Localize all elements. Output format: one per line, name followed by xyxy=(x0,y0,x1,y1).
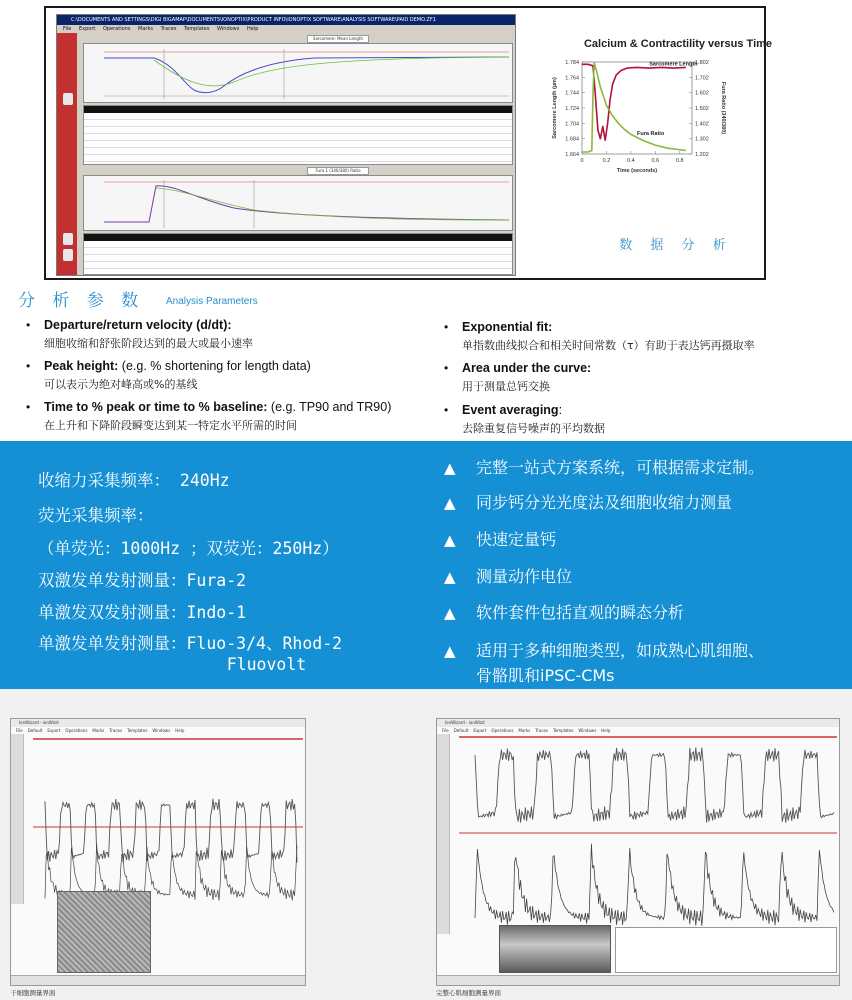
y-tick-label: 1.724 xyxy=(565,106,579,112)
software-title-bar: C:\DOCUMENTS AND SETTINGS\DIGI BIGAMAP\DOCUMENTS\IONOPTIX\PRODUCT INFO\IONOPTIX SOFTWARE\ANALYSIS SOFTWARE\PAID DEMO.ZF1 xyxy=(57,15,515,25)
feature-item: ▲ 适用于多种细胞类型，如成熟心肌细胞、 xyxy=(444,641,765,660)
specs-band xyxy=(0,441,852,689)
menu-item[interactable]: Help xyxy=(175,728,185,733)
analysis-params-subtitle: Analysis Parameters xyxy=(166,296,258,307)
series-label: Sarcomere Length xyxy=(649,61,698,68)
triangle-icon: ▲ xyxy=(444,642,456,660)
menu-item[interactable]: Traces xyxy=(160,26,177,32)
chart-series xyxy=(582,63,686,152)
menu-item[interactable]: Operations xyxy=(491,728,514,733)
screen-menu xyxy=(11,727,305,734)
data-analysis-label: 数 据 分 析 xyxy=(619,238,733,253)
cardiomyocyte-screenshot xyxy=(436,718,840,986)
bullet-icon: • xyxy=(26,318,31,332)
spec-fluovolt: Fluovolt xyxy=(38,655,307,674)
param-velocity: • Departure/return velocity (d/dt): 细胞收缩和舒张阶段达到的最大或最小速率 xyxy=(26,318,253,350)
y2-tick-label: 1.202 xyxy=(695,152,709,158)
x-tick-label: 0.4 xyxy=(627,158,635,164)
side-arrow-icon[interactable] xyxy=(63,249,73,261)
menu-item[interactable]: Marks xyxy=(92,728,105,733)
cardiomyocyte-caption: 完整心肌细胞测量界面 xyxy=(436,989,501,997)
cardiomyocyte-traces xyxy=(449,733,839,933)
menu-item[interactable]: Windows xyxy=(152,728,171,733)
menu-item[interactable]: Export xyxy=(47,728,61,733)
menu-item[interactable]: Traces xyxy=(535,728,549,733)
fura-trace-plot[interactable] xyxy=(83,175,513,231)
y-tick-label: 1.764 xyxy=(565,75,579,82)
y-tick-label: 1.744 xyxy=(565,90,579,97)
x-tick-label: 0.8 xyxy=(675,158,684,164)
menu-item[interactable]: Help xyxy=(246,26,259,32)
chart-labels xyxy=(552,60,726,174)
plot1-title: Sarcomere: Mean Length xyxy=(307,35,369,43)
y2-tick-label: 1.802 xyxy=(695,60,709,66)
mini-trace-panel xyxy=(615,927,837,973)
x-tick-label: 0.2 xyxy=(602,158,611,164)
menu-item[interactable]: Help xyxy=(601,728,611,733)
contraction-trace xyxy=(475,748,834,823)
side-arrow-icon[interactable] xyxy=(63,93,73,105)
feature-item: ▲ 软件套件包括直观的瞬态分析 xyxy=(444,603,685,622)
triangle-icon: ▲ xyxy=(444,459,456,477)
param-time-to-peak: • Time to % peak or time to % baseline: (e.g. TP90 and TR90) 在上升和下降阶段瞬变达到某一特定水平所需的时间 xyxy=(26,400,392,432)
menu-item[interactable]: Default xyxy=(453,728,469,733)
spec-contractility-rate: 收缩力采集频率： 240Hz xyxy=(38,471,230,490)
stem-cell-caption: 干细胞测量界面 xyxy=(10,989,56,997)
menu-item[interactable]: Windows xyxy=(578,728,597,733)
x-tick-label: 0 xyxy=(580,158,584,164)
analysis-software-window xyxy=(56,14,516,276)
stem-cell-traces xyxy=(23,735,305,903)
y2-tick-label: 1.402 xyxy=(695,121,709,128)
feature-item: ▲ 快速定量钙 xyxy=(444,530,557,549)
param-peak-height: • Peak height: (e.g. % shortening for length data) 可以表示为绝对峰高或%的基线 xyxy=(26,359,311,391)
software-menu-bar xyxy=(57,25,515,33)
bullet-icon: • xyxy=(26,400,31,414)
feature-item: ▲ 完整一站式方案系统，可根据需求定制。 xyxy=(444,458,765,477)
calcium-trace xyxy=(475,844,834,926)
cell-image xyxy=(499,925,611,973)
analysis-params-title: 分 析 参 数 xyxy=(18,291,145,311)
side-arrow-icon[interactable] xyxy=(63,233,73,245)
menu-item[interactable]: Default xyxy=(27,728,43,733)
menu-item[interactable]: File xyxy=(63,26,72,32)
screen-title: IonWizard - ionWizd xyxy=(437,719,839,727)
results-table-1[interactable] xyxy=(83,105,513,165)
menu-item[interactable]: File xyxy=(16,728,23,733)
feature-item-continued: 骨骼肌和iPSC-CMs xyxy=(476,666,615,685)
top-figure xyxy=(44,6,773,280)
param-exponential-fit: • Exponential fit: 单指数曲线拟合和相关时间常数（τ）有助于表达钙再摄取率 xyxy=(444,320,755,352)
triangle-icon: ▲ xyxy=(444,494,456,512)
y-tick-label: 1.704 xyxy=(565,121,579,128)
sarcomere-trace xyxy=(84,44,513,103)
y2-tick-label: 1.302 xyxy=(695,136,709,143)
triangle-icon: ▲ xyxy=(444,568,456,586)
menu-item[interactable]: Export xyxy=(78,26,96,32)
param-area-under-curve: • Area under the curve: 用于测量总钙交换 xyxy=(444,361,592,393)
fura-trace xyxy=(84,176,513,231)
series-line-1 xyxy=(582,63,686,152)
y2-tick-label: 1.602 xyxy=(695,90,709,97)
spec-fluorescence-detail: （单荧光：1000Hz ；双荧光：250Hz） xyxy=(38,539,339,558)
y2-tick-label: 1.702 xyxy=(695,75,709,82)
plot2-title: Fura 1 (340/380) Ratio xyxy=(307,167,369,175)
menu-item[interactable]: Marks xyxy=(138,26,153,32)
spec-fluorescence-rate: 荧光采集频率： xyxy=(38,506,154,525)
menu-item[interactable]: File xyxy=(442,728,449,733)
y-axis-label: Sarcomere Length (µm) xyxy=(552,77,558,139)
y2-tick-label: 1.502 xyxy=(695,106,709,112)
y2-axis-label: Fura Ratio (340/380) xyxy=(720,81,726,135)
contraction-trace xyxy=(45,799,297,863)
chart-title: Calcium & Contractility versus Time xyxy=(583,38,773,50)
menu-item[interactable]: Templates xyxy=(127,728,148,733)
screen-status-bar xyxy=(11,975,306,986)
series-label: Fura Ratio xyxy=(637,130,665,137)
menu-item[interactable]: Windows xyxy=(217,26,240,32)
y-tick-label: 1.664 xyxy=(565,152,579,158)
bullet-icon: • xyxy=(26,359,31,373)
spec-indo1: 单激发双发射测量：Indo-1 xyxy=(38,603,247,622)
triangle-icon: ▲ xyxy=(444,604,456,622)
spec-fluo: 单激发单发射测量：Fluo-3/4、Rhod-2 xyxy=(38,634,343,653)
stem-cell-screenshot xyxy=(10,718,306,986)
x-axis-label: Time (seconds) xyxy=(616,168,658,174)
software-side-panel xyxy=(57,33,77,276)
menu-item[interactable]: Operations xyxy=(65,728,88,733)
param-event-averaging: • Event averaging: 去除重复信号噪声的平均数据 xyxy=(444,403,605,435)
feature-item: ▲ 测量动作电位 xyxy=(444,567,573,586)
sarcomere-trace-plot[interactable] xyxy=(83,43,513,103)
screen-status-bar xyxy=(437,975,840,986)
feature-item: ▲ 同步钙分光光度法及细胞收缩力测量 xyxy=(444,493,733,512)
menu-item[interactable]: Operations xyxy=(102,26,131,32)
y-tick-label: 1.784 xyxy=(565,60,579,66)
results-table-2[interactable] xyxy=(83,233,513,275)
y-tick-label: 1.684 xyxy=(565,136,579,143)
cell-image xyxy=(57,891,151,973)
bullet-icon: • xyxy=(444,320,449,334)
menu-item[interactable]: Templates xyxy=(553,728,574,733)
spec-fura2: 双激发单发射测量：Fura-2 xyxy=(38,571,247,590)
bullet-icon: • xyxy=(444,361,449,375)
calcium-contractility-chart xyxy=(532,54,732,186)
triangle-icon: ▲ xyxy=(444,531,456,549)
x-tick-label: 0.6 xyxy=(651,158,660,164)
menu-item[interactable]: Traces xyxy=(109,728,123,733)
bullet-icon: • xyxy=(444,403,449,417)
screen-title: IonWizard - ionWizd xyxy=(11,719,305,727)
menu-item[interactable]: Templates xyxy=(184,26,210,32)
menu-item[interactable]: Marks xyxy=(518,728,531,733)
menu-item[interactable]: Export xyxy=(473,728,487,733)
